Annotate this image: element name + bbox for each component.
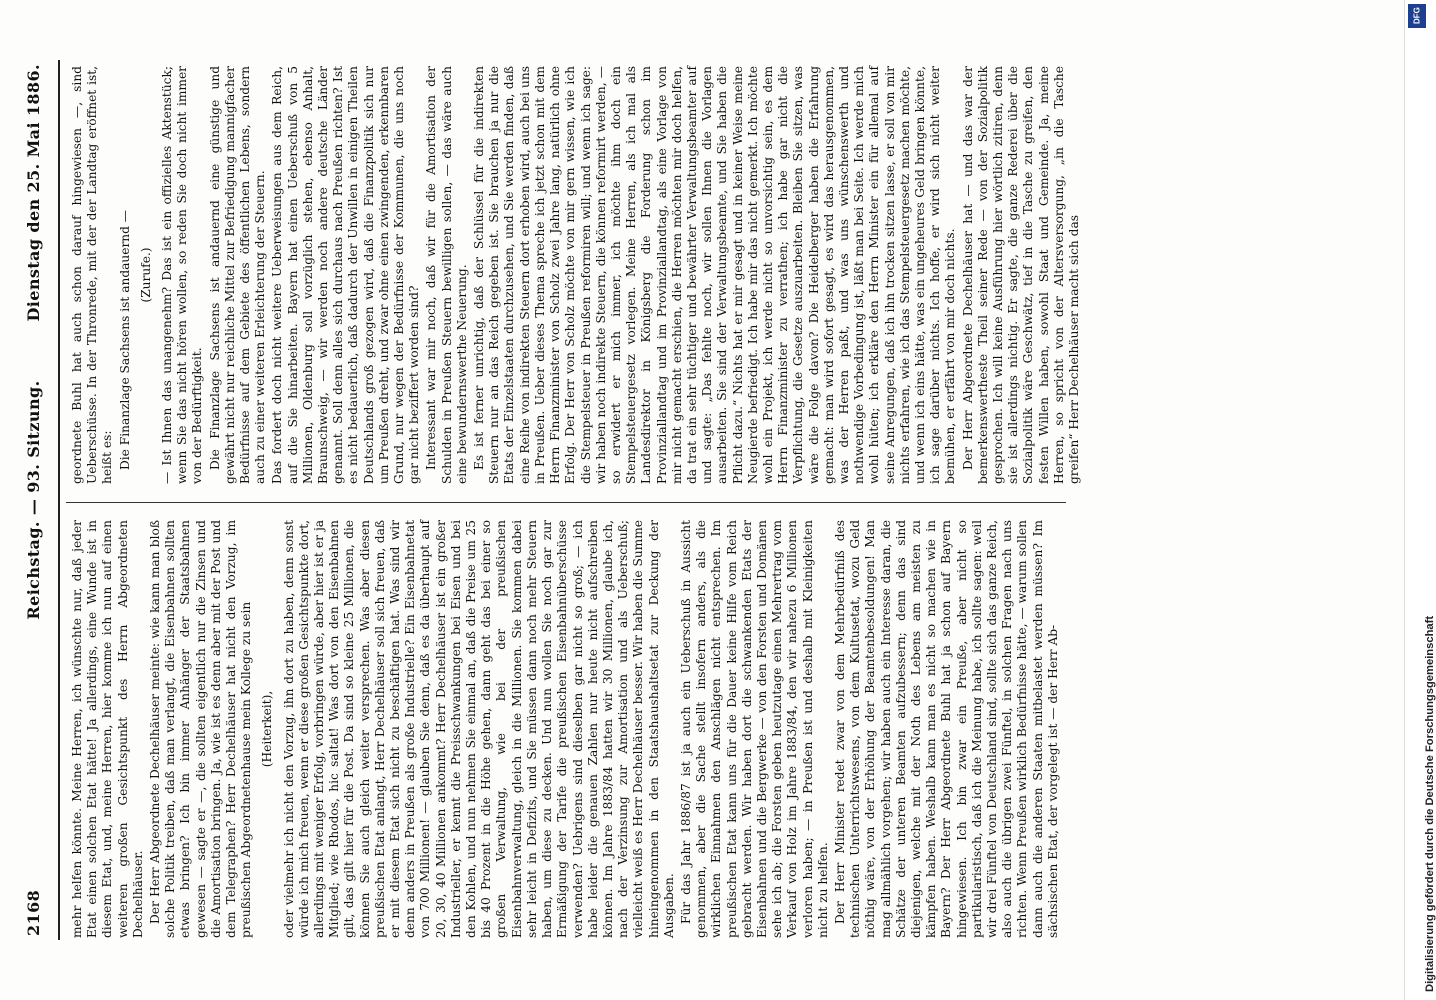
paragraph: Es ist ferner unrichtig, daß der Schlüssel für die indirekten Steuern nur an das Reich gegeben ist. Sie brauchen ja nur die Etats der Einzelstaaten durchzusehen, und Sie werden finden, daß eine Reihe von indirekten Steuern dort erhoben wird, auch bei uns in Preußen. Ueber dieses Thema spreche ich jetzt schon mit dem Herrn Finanzminister von Scholz zwei Jahre lang, natürlich ohne Erfolg. Der Herr von Scholz möchte von mir gern wissen, wie ich die Stempelsteuer in Preußen reformiren will; und wenn ich sage: wir haben noch indirekte Steuern, die können reformirt werden, — so erwidert er mich immer, ich möchte ihm doch ein Stempelsteuergesetz vorlegen. Meine Herren, als ich mal als Landesdirektor in Königsberg die Forderung schon im Provinziallandtag und im Provinziallandtag, als eine Vorlage von mir nicht gemacht erschien, die Herren möchten mir doch helfen, da trat ein sehr tüchtiger und bewährter Verwaltungsbeamter auf und sagte: „Das fehlte noch, wir sollen Ihnen die Vorlagen ausarbeiten. Sie sind der Verwaltungsbeamte, und Sie haben die Pflicht dazu.“ Nichts hat er mir gesagt und in keiner Weise meine Neugierde befriedigt. Ich habe mir das nicht gemerkt. Ich möchte wohl ein Projekt, ich werde nicht so unvorsichtig sein, es dem Herrn Finanzminister zu verrathen; ich habe gar nicht die Verpflichtung, die Gesetze auszuarbeiten. Bleiben Sie sitzen, was wäre die Folge davon? Die Heidelberger haben die Erfahrung gemacht: man wird sofort gesagt, es wird das herausgenommen, was der Herren paßt, und was uns wünschenswerth und nothwendige Vorbedingung ist, läßt man bei Seite. Ich werde mich wohl hüten; ich erkläre den Herrn Minister ein für allemal auf seine Anregungen, daß ich ihn trocken sitzen lasse, er soll von mir nichts erfahren, wie ich das Stempelsteuergesetz machen möchte, und wenn ich eins hätte, was ein ungeheures Geld bringen könnte, ich sage darüber nichts. Ich hoffe, er wird sich nicht weiter bemühen, er erfährt von mir doch nichts. <box>472 66 958 484</box>
right-column <box>70 66 1084 484</box>
column-divider <box>66 502 1066 503</box>
interjection: (Heiterkeit), <box>260 690 275 768</box>
paragraph: Interessant war mir noch, daß wir für die Amortisation der Schulden in Preußen Steuern bewilligen sollen, — das wäre auch eine bewundernswerthe Neuerung. <box>424 66 469 484</box>
page-number: 2168 <box>24 889 43 936</box>
paragraph: Der Herr Abgeordnete Dechelhäuser meinte: wie kann man bloß solche Politik treiben, daß man verlangt, die Eisenbahnen sollten etwas bringen? Ich bin immer Anhänger der Staatsbahnen gewesen — sagte er —, die sollten eigentlich nur die Zinsen und die Amortisation bringen. Ja, wie ist es denn aber mit der Post und dem Telegraphen? Herr Dechelhäuser hat nicht den Vorzug, im preußischen Abgeordnetenhause mein Kollege zu sein <box>148 520 254 938</box>
digitization-notice: Digitalisierung gefördert durch die Deutsche Forschungsgemeinschaft <box>1424 615 1436 992</box>
paragraph: mehr helfen könnte. Meine Herren, ich wünschte nur, daß jeder Etat einen solchen Etat hätte! Ja allerdings, eine Wunde ist in diesem Etat, und, meine Herren, hier komme ich nun auf einen weiteren großen Gesichtspunkt des Herrn Abgeordneten Dechelhäuser. <box>70 520 145 938</box>
paragraph: — Ist Ihnen das unangenehm? Das ist ein offizielles Aktenstück; wenn Sie das nicht hören wollen, so reden Sie doch nicht immer von der Bedürftigkeit. <box>160 66 205 484</box>
session-title: Reichstag. — 93. Sitzung. <box>24 380 43 620</box>
quotation: Die Finanzlage Sachsens ist andauernd eine günstige und gewährt nicht nur reichliche Mittel zur Befriedigung mannigfacher Bedürfnisse auf dem Gebiete des öffentlichen Lebens, sondern auch zu einer weiteren Erleichterung der Steuern. <box>207 66 268 484</box>
interjection: (Zurufe.) <box>138 247 153 303</box>
paragraph: Für das Jahr 1886/87 ist ja auch ein Ueberschuß in Aussicht genommen, aber die Sache stellt insofern anders, als die wirklichen Einnahmen den Anschlägen nicht entsprechen. Im preußischen Etat kann uns für die Dauer keine Hilfe vom Reich gebracht werden. Wir haben dort die schwankenden Etats der Eisenbahnen und die Bergwerke — von den Forsten und Domänen sehe ich ab; die Forsten geben heutzutage einen Mehrertrag vom Verkauf von Holz im Jahre 1883/84, den wir nahezu 6 Millionen verloren haben; — in Preußen ist und deshalb mit Kleinigkeiten nicht zu helfen. <box>678 520 830 938</box>
left-column <box>70 520 1063 938</box>
session-date: Dienstag den 25. Mai 1886. <box>24 64 43 322</box>
page-header <box>22 60 60 940</box>
paragraph: oder vielmehr ich nicht den Vorzug, ihn dort zu haben, denn sonst würde ich mich freuen, wenn er diese großen Gesichtspunkte dort, allerdings mit weniger Erfolg, vorbringen würde, aber hier ist er ja Mitglied; wie Rhodos, hic saltat! Was dort von den Eisenbahnen gilt, das gilt hier für die Post. Da sind so kleine 25 Millionen, die können Sie auch gleich weiter versprechen. Was aber diesen preußischen Etat anlangt, Herr Dechelhäuser soll sich freuen, daß er mit diesem Etat sich nicht zu beschäftigen hat. Was sind wir denn anders in Preußen als große Industrielle? Ein Eisenbahnetat von 700 Millionen! — glauben Sie denn, daß es da überhaupt auf 20, 30, 40 Millionen ankommt? Herr Dechelhäuser ist ein großer Industrieller, er kennt die Preisschwankungen bei Eisen und bei den Kohlen, und nun nehmen Sie einmal an, daß die Preise um 25 bis 40 Prozent in die Höhe gehen, dann geht das bei einer so großen Verwaltung, wie bei der preußischen Eisenbahnverwaltung, gleich in die Millionen. Sie kommen dabei sehr leicht in Defizits, und Sie müssen dann noch mehr Steuern haben, um diese zu decken. Und nun wollen Sie noch gar zur Ermäßigung der Tarife die preußischen Eisenbahnüberschüsse verwenden? Uebrigens sind dieselben gar nicht so groß; — ich habe leider die genauen Zahlen nur heute nicht aufschreiben können. Im Jahre 1883/84 hatten wir 30 Millionen, glaube ich, nach der Verzinsung zur Amortisation und als Ueberschuß; vielleicht weiß es Herr Dechelhäuser besser. Wir haben die Summe hineingenommen in den Staatshaushaltsetat zur Deckung der Ausgaben. <box>281 520 676 938</box>
paragraph: Der Herr Abgeordnete Dechelhäuser hat — und das war der bemerkenswertheste Theil seiner Rede — von der Sozialpolitik gesprochen. Ich will keine Ausführung hier wörtlich zitiren, denn sie ist allerdings nichtig. Er sagte, die ganze Rederei über die Sozialpolitik wäre Geschwätz, tief in die Tasche zu greifen, den festen Willen haben, sowohl Staat und Gemeinde. Ja, meine Herren, so spricht von der Altersversorgung, „in die Tasche greifen“ Herr Dechelhäuser macht sich das <box>960 66 1081 484</box>
paragraph: Der Herr Minister redet zwar von dem Mehrbedürfniß des technischen Unterrichtswesens, von dem Kultusetat, wozu Geld nöthig wäre, von der Erhöhung der Beamtenbesoldungen! Man mag allmählich vorgehen; wir haben auch ein Interesse daran, die Schätze der unteren Beamten aufzubessern; denn das sind diejenigen, welche mit der Noth des Lebens am meisten zu kämpfen haben. Weshalb kann man es nicht so machen wie in Bayern? Der Herr Abgeordnete Buhl hat ja schon auf Bayern hingewiesen. Ich bin zwar ein Preuße, aber nicht so partikularistisch, daß ich die Meinung habe, ich sollte sagen: weil wir drei Fünftel von Deutschland sind, sollte sich das ganze Reich, also auch die übrigen zwei Fünftel, in solchen Fragen nach uns richten. Wenn Preußen wirklich Bedürfnisse hätte, — warum sollen dann auch die anderen Staaten mitbelastet werden müssen? Im sächsischen Etat, der vorgelegt ist — der Herr Ab- <box>832 520 1060 938</box>
dfg-logo: DFG <box>1408 4 1426 28</box>
quotation: Die Finanzlage Sachsens ist andauernd — <box>117 210 132 470</box>
paragraph: geordnete Buhl hat auch schon darauf hingewiesen —, sind Ueberschüsse. In der Thronrede, mit der der Landtag eröffnet ist, heißt es: <box>70 66 115 484</box>
paragraph: Das fordert doch nicht weitere Ueberweisungen aus dem Reich, auf die Sie hinarbeiten. Bayern hat einen Ueberschuß von 5 Millionen, Oldenburg soll vorzüglich stehen, ebenso Anhalt, Braunschweig, — wir werden noch andere deutsche Länder genannt. Soll denn alles sich durchaus nach Preußen richten? Ist es nicht bedauerlich, daß dadurch der Unwillen in einigen Theilen Deutschlands groß gezogen wird, daß die Finanzpolitik sich nur um Preußen dreht, und zwar ohne einen zwingenden, erkennbaren Grund, nur wegen der Bedürfnisse der Kommunen, die uns noch gar nicht beziffert worden sind? <box>270 66 422 484</box>
